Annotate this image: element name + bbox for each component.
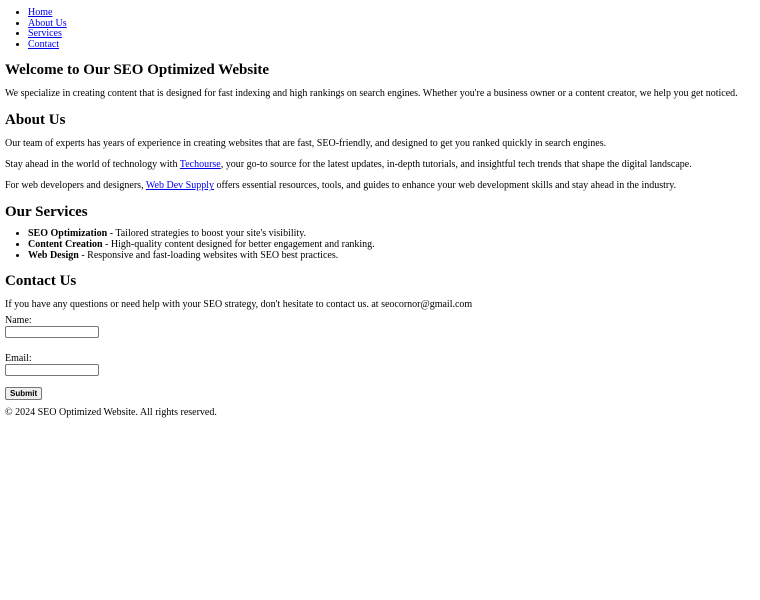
services-heading: Our Services	[5, 204, 88, 221]
service-name: Web Design	[28, 249, 79, 261]
service-desc: - Responsive and fast-loading websites with SEO best practices.	[78, 249, 339, 261]
page-title: Welcome to Our SEO Optimized Website	[5, 62, 270, 79]
nav-link-contact[interactable]: Contact	[28, 38, 60, 50]
about-p2-text-after: , your go-to source for the latest updates, in-depth tutorials, and insightful tech trends that shape the digital landscape.	[220, 159, 692, 171]
main-nav	[5, 8, 755, 50]
contact-heading: Contact Us	[5, 273, 77, 290]
email-label: Email:	[5, 353, 32, 365]
services-list	[5, 229, 755, 261]
nav-link-about[interactable]: About Us	[28, 17, 67, 29]
about-p2-text-before: Stay ahead in the world of technology with	[5, 159, 180, 171]
service-desc: - High-quality content designed for better engagement and ranking.	[102, 238, 375, 250]
nav-item-contact	[28, 40, 755, 51]
web-dev-supply-link[interactable]: Web Dev Supply	[145, 180, 214, 192]
name-label: Name:	[5, 315, 32, 327]
techourse-link[interactable]: Techourse	[179, 159, 221, 171]
submit-button[interactable]: Submit	[5, 387, 42, 400]
service-item-webdesign	[28, 251, 755, 262]
about-p3-text-before: For web developers and designers,	[5, 180, 146, 192]
intro-text: We specialize in creating content that is designed for fast indexing and high rankings on search engines. Whether you're a business owner or a content creator, we help you get noticed.	[5, 88, 738, 100]
nav-link-services[interactable]: Services	[28, 28, 62, 40]
about-paragraph-2	[5, 159, 755, 171]
nav-link-home[interactable]: Home	[28, 7, 53, 18]
form-spacer	[5, 338, 755, 349]
about-paragraph-3	[5, 180, 755, 192]
about-heading: About Us	[5, 112, 66, 129]
contact-text: If you have any questions or need help with your SEO strategy, don't hesitate to contact us. at seocornor@gmail.com	[5, 299, 473, 311]
nav-item-home	[28, 8, 755, 19]
about-p3-text-after: offers essential resources, tools, and guides to enhance your web development skills and stay ahead in the industry.	[213, 180, 677, 192]
service-name: SEO Optimization	[28, 228, 108, 240]
service-desc: - Tailored strategies to boost your site's visibility.	[107, 228, 307, 240]
email-input[interactable]	[5, 364, 99, 376]
nav-item-services	[28, 29, 755, 40]
contact-form	[5, 315, 755, 400]
name-input[interactable]	[5, 326, 99, 338]
about-paragraph-1: Our team of experts has years of experience in creating websites that are fast, SEO-friendly, and designed to get you ranked quickly in search engines.	[5, 138, 607, 150]
footer-copyright: © 2024 SEO Optimized Website. All rights reserved.	[5, 407, 217, 419]
nav-item-about	[28, 19, 755, 30]
service-name: Content Creation	[28, 238, 103, 250]
